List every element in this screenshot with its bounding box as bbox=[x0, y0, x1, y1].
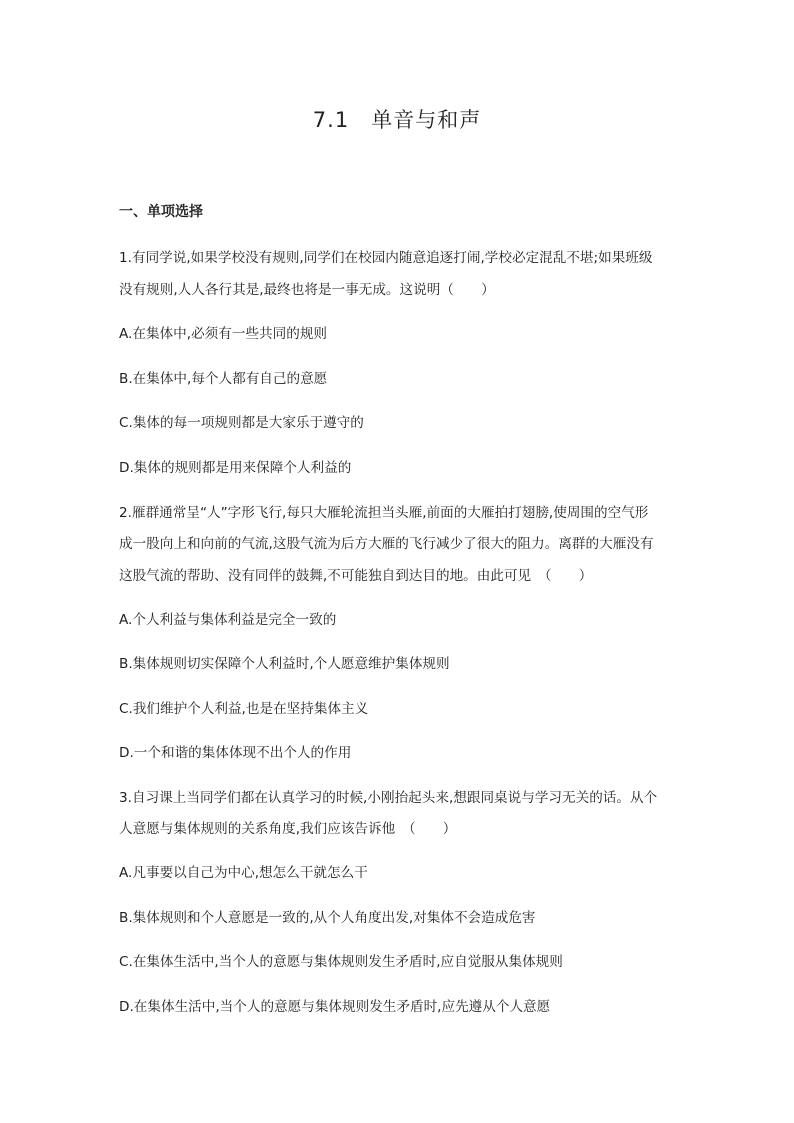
question-1-option-c: C.集体的每一项规则都是大家乐于遵守的 bbox=[119, 415, 364, 431]
question-2-stem-line-1: 2.雁群通常呈“人”字形飞行,每只大雁轮流担当头雁,前面的大雁拍打翅膀,使周围的空气形 bbox=[119, 505, 649, 521]
page-title: 7.1 单音与和声 bbox=[312, 108, 482, 132]
question-2-option-b: B.集体规则切实保障个人利益时,个人愿意维护集体规则 bbox=[119, 656, 450, 672]
question-3-option-b: B.集体规则和个人意愿是一致的,从个人角度出发,对集体不会造成危害 bbox=[119, 910, 536, 926]
question-1-option-b: B.在集体中,每个人都有自己的意愿 bbox=[119, 371, 328, 387]
question-1-option-a: A.在集体中,必须有一些共同的规则 bbox=[119, 326, 328, 342]
question-2-option-d: D.一个和谐的集体体现不出个人的作用 bbox=[119, 745, 352, 761]
question-2-stem-line-3: 这股气流的帮助、没有同伴的鼓舞,不可能独自到达目的地。由此可见 （ ） bbox=[119, 568, 593, 584]
question-3-option-c: C.在集体生活中,当个人的意愿与集体规则发生矛盾时,应自觉服从集体规则 bbox=[119, 954, 563, 970]
question-1-stem-line-1: 1.有同学说,如果学校没有规则,同学们在校园内随意追逐打闹,学校必定混乱不堪;如果班级 bbox=[119, 250, 653, 266]
question-2-stem-line-2: 成一股向上和向前的气流,这股气流为后方大雁的飞行减少了很大的阻力。离群的大雁没有 bbox=[119, 536, 654, 552]
question-2-option-c: C.我们维护个人利益,也是在坚持集体主义 bbox=[119, 701, 369, 717]
question-1-stem-line-2: 没有规则,人人各行其是,最终也将是一事无成。这说明（ ） bbox=[119, 282, 495, 298]
question-3-stem-line-1: 3.自习课上当同学们都在认真学习的时候,小刚抬起头来,想跟同桌说与学习无关的话。从个 bbox=[119, 790, 658, 806]
question-3-stem-line-2: 人意愿与集体规则的关系角度,我们应该告诉他 （ ） bbox=[119, 821, 457, 837]
section-heading: 一、单项选择 bbox=[119, 204, 203, 220]
question-3-option-d: D.在集体生活中,当个人的意愿与集体规则发生矛盾时,应先遵从个人意愿 bbox=[119, 999, 551, 1015]
question-3-option-a: A.凡事要以自己为中心,想怎么干就怎么干 bbox=[119, 865, 368, 881]
question-1-option-d: D.集体的规则都是用来保障个人利益的 bbox=[119, 460, 352, 476]
question-2-option-a: A.个人利益与集体利益是完全一致的 bbox=[119, 612, 337, 628]
